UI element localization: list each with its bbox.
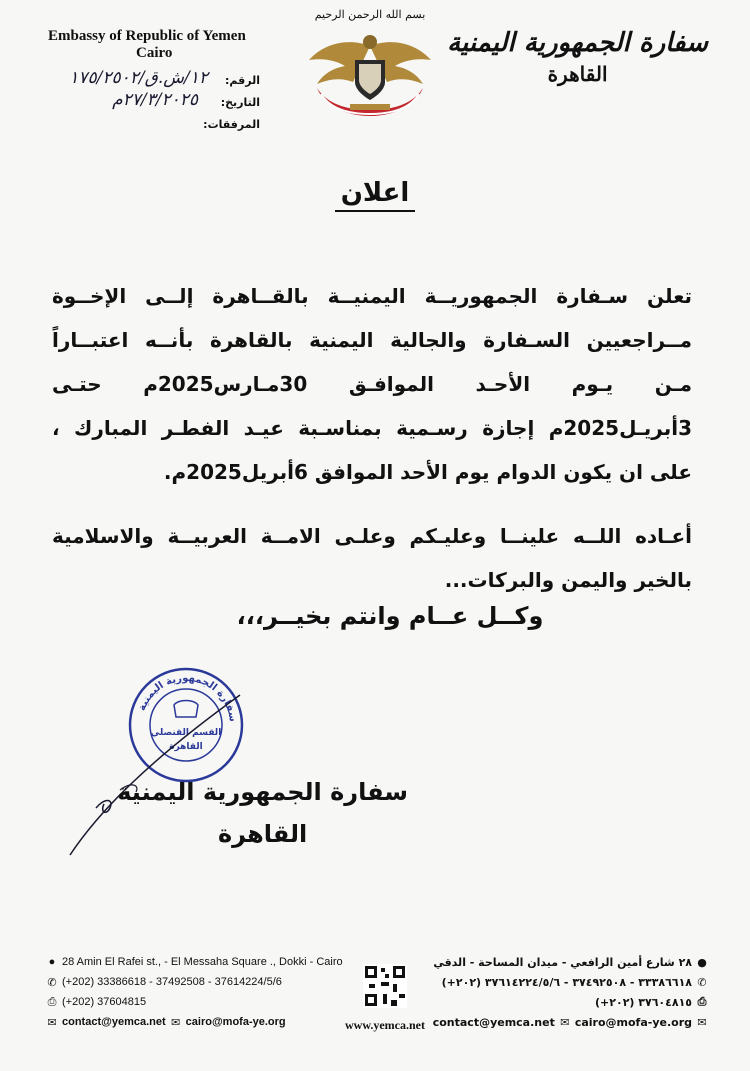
footer-phones: (+202) 33386618 - 37492508 - 37614224/5/6 [62, 976, 282, 988]
embassy-city-en: Cairo [136, 45, 173, 61]
footer-ar-phones: ٣٣٣٨٦٦١٨ - ٣٧٤٩٢٥٠٨ - ٣٧٦١٤٢٢٤/٥/٦ (٢٠٢+) [441, 975, 692, 989]
footer-ar-email-2[interactable]: cairo@mofa-ye.org [574, 1015, 692, 1029]
ref-attachments-label: المرفقات: [203, 118, 260, 131]
eagle-emblem-icon [295, 8, 445, 126]
signature-block [117, 778, 408, 848]
ref-date-label: التاريخ: [220, 96, 260, 109]
ref-attachments-row [20, 114, 260, 136]
title-text: اعلان [335, 178, 416, 212]
closing-greeting [0, 602, 750, 630]
ref-number-row [20, 70, 260, 92]
footer-phone-row [42, 972, 343, 992]
closing-text: وكــل عــام وانتم بخيــر،،، [236, 602, 544, 630]
footer-ar-fax-row [433, 992, 712, 1012]
footer-fax-row [42, 992, 343, 1012]
body-line: 3أبريـل2025م إجازة رسـمية بمناسـبة عيـد الفطـر المبارك ، [52, 416, 692, 440]
footer-website[interactable]: www.yemca.net [345, 1018, 425, 1032]
embassy-city-ar: القاهرة [547, 62, 608, 86]
embassy-name-en: Embassy of Republic of Yemen [48, 28, 246, 44]
ref-number-label: الرقم: [225, 74, 260, 87]
stamp-ring-text: سفارة الجمهورية اليمنية [136, 672, 239, 723]
footer-email-1[interactable]: contact@yemca.net [62, 1016, 166, 1028]
embassy-name-ar: سفارة الجمهورية اليمنية [447, 28, 708, 58]
ref-number-value: ١٢/ش.ق/١٧٥/٢٥٠٢ [69, 68, 208, 88]
header-english [48, 28, 278, 62]
footer-email-2[interactable]: cairo@mofa-ye.org [185, 1016, 286, 1028]
footer-address-row [42, 952, 343, 972]
location-pin-icon: ● [697, 955, 707, 969]
ref-date-value: ٢٧/٣/٢٠٢٥م [112, 90, 198, 110]
yemen-emblem [295, 8, 445, 126]
footer-ar-address-row [433, 952, 712, 972]
footer-ar-email-1[interactable]: contact@yemca.net [432, 1015, 555, 1029]
fax-icon: ⎙ [697, 995, 707, 1008]
body-line: بالخير واليمن والبركات... [444, 568, 692, 592]
footer-english [42, 952, 343, 1032]
body-line: تعلن سـفارة الجمهوريــة اليمنيــة بالقــاهرة إلــى الإخــوة [52, 284, 692, 308]
mail-icon: ✉ [560, 1015, 570, 1029]
announcement-title [0, 178, 750, 208]
qr-code-icon [363, 964, 407, 1008]
mail-icon: ✉ [171, 1016, 181, 1029]
mail-icon: ✉ [697, 1015, 707, 1029]
fax-icon: ⎙ [47, 995, 57, 1008]
signatory-city: القاهرة [217, 820, 308, 848]
location-pin-icon: ● [48, 956, 56, 968]
announcement-body [52, 274, 692, 602]
footer-ar-phone-row [433, 972, 712, 992]
phone-icon: ✆ [697, 975, 707, 989]
header-arabic [447, 28, 708, 86]
footer-email-row [42, 1012, 343, 1032]
phone-icon: ✆ [47, 976, 57, 989]
body-line: مــراجعيين السـفارة والجالية اليمنية بالقاهرة بأنــه اعتبــاراً [52, 328, 692, 352]
stamp-city: القاهرة [169, 742, 203, 752]
ref-date-row [20, 92, 260, 114]
footer-address: 28 Amin El Rafei st., - El Messaha Square ., Dokki - Cairo [62, 956, 343, 968]
footer-ar-address: ٢٨ شارع أمين الرافعي - ميدان المساحة - الدقي [433, 955, 692, 969]
footer-ar-fax: ٣٧٦٠٤٨١٥ (٢٠٢+) [595, 995, 692, 1009]
signatory-name: سفارة الجمهورية اليمنية [117, 778, 408, 806]
basmala: بسم الله الرحمن الرحيم [314, 8, 426, 21]
body-line: أعـاده اللــه علينــا وعليـكم وعلـى الامــة العربيــة والاسلامية [52, 524, 692, 548]
footer-fax: (+202) 37604815 [62, 996, 147, 1008]
mail-icon: ✉ [47, 1016, 57, 1029]
footer-ar-email-row [433, 1012, 712, 1032]
reference-fields [20, 70, 260, 136]
body-line: مـن يـوم الأحـد الموافـق 30مـارس2025م حتـى [52, 372, 692, 396]
footer-arabic [433, 952, 712, 1032]
stamp-dept: القسم القنصلي [150, 728, 222, 738]
body-line: على ان يكون الدوام يوم الأحد الموافق 6أبريل2025م. [163, 460, 692, 484]
footer-center [330, 964, 440, 1033]
